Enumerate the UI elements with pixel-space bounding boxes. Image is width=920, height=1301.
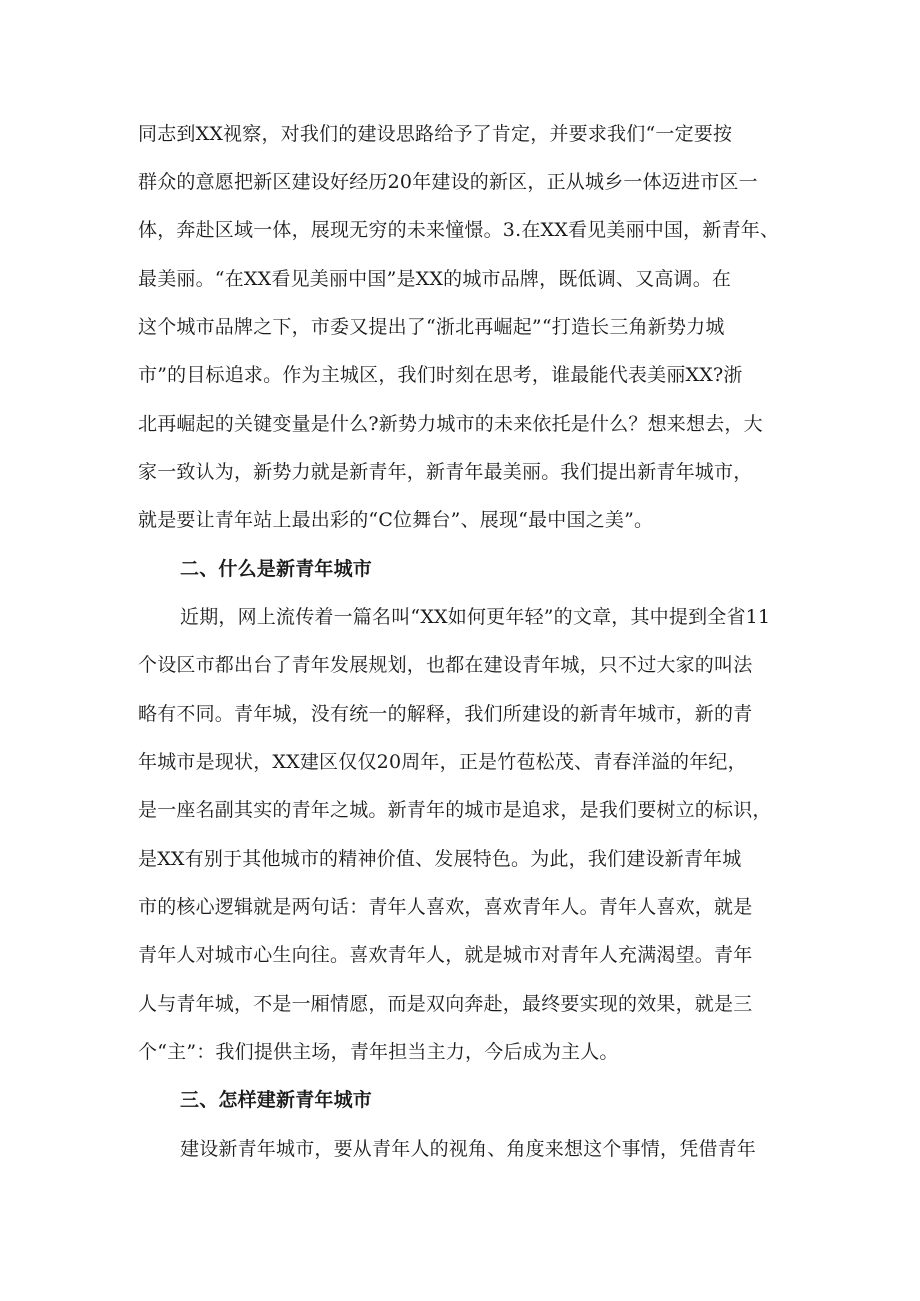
text-line: 这个城市品牌之下，市委又提出了“浙北再崛起”“打造长三角新势力城 <box>138 316 725 338</box>
text-line: 市的核心逻辑就是两句话：青年人喜欢，喜欢青年人。青年人喜欢，就是 <box>138 896 753 918</box>
text-line: 略有不同。青年城，没有统一的解释，我们所建设的新青年城市，新的青 <box>138 703 753 725</box>
text-line: 是一座名副其实的青年之城。新青年的城市是追求，是我们要树立的标识， <box>138 799 772 821</box>
section-heading-2: 二、什么是新青年城市 <box>180 558 373 580</box>
text-line: 就是要让青年站上最出彩的“C位舞台”、展现“最中国之美”。 <box>138 509 654 531</box>
text-line: 青年人对城市心生向往。喜欢青年人，就是城市对青年人充满渴望。青年 <box>138 944 753 966</box>
text-line: 家一致认为，新势力就是新青年，新青年最美丽。我们提出新青年城市， <box>138 461 753 483</box>
section-heading-3: 三、怎样建新青年城市 <box>180 1089 373 1111</box>
text-line: 体，奔赴区域一体，展现无穷的未来憧憬。3.在XX看见美丽中国，新青年、 <box>138 219 780 241</box>
text-line: 建设新青年城市，要从青年人的视角、角度来想这个事情，凭借青年 <box>180 1138 757 1160</box>
text-line: 近期，网上流传着一篇名叫“XX如何更年轻”的文章，其中提到全省11 <box>180 606 771 628</box>
text-line: 个设区市都出台了青年发展规划，也都在建设青年城，只不过大家的叫法 <box>138 654 753 676</box>
text-line: 北再崛起的关键变量是什么?新势力城市的未来依托是什么？想来想去，大 <box>138 413 763 435</box>
text-line: 人与青年城，不是一厢情愿，而是双向奔赴，最终要实现的效果，就是三 <box>138 993 753 1015</box>
text-line: 市”的目标追求。作为主城区，我们时刻在思考，谁最能代表美丽XX?浙 <box>138 364 743 386</box>
text-line: 群众的意愿把新区建设好经历20年建设的新区，正从城乡一体迈进市区一 <box>138 171 758 193</box>
text-line: 年城市是现状，XX建区仅仅20周年，正是竹苞松茂、青春洋溢的年纪， <box>138 751 747 773</box>
text-line: 是XX有别于其他城市的精神价值、发展特色。为此，我们建设新青年城 <box>138 848 742 870</box>
text-line: 最美丽。“在XX看见美丽中国”是XX的城市品牌，既低调、又高调。在 <box>138 268 732 290</box>
text-line: 同志到XX视察，对我们的建设思路给予了肯定，并要求我们“一定要按 <box>138 123 733 145</box>
text-line: 个“主”：我们提供主场，青年担当主力，今后成为主人。 <box>138 1041 619 1063</box>
